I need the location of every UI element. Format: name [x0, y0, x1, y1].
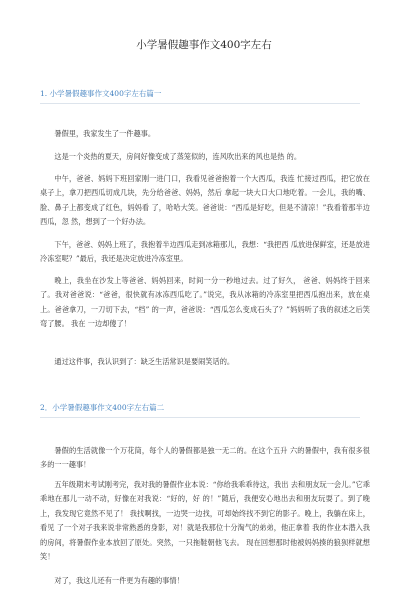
paragraph: 下午，爸爸、妈妈上班了，我抱着半边西瓜走到冰箱那儿，我想：“我把西 瓜放进保鲜室，还是放进冷冻室呢？”最后，我还是决定放进冷冻室里。 [40, 240, 370, 264]
paragraph: 这是一个炎热的夏天，房间好像变成了蒸笼似的，连风吹出来的风也是热 的。 [54, 152, 302, 161]
section-heading-2: 2．小学暑假趣事作文400字左右篇二 [40, 403, 165, 412]
section-divider-2 [40, 417, 360, 418]
paragraph: 五年级期末考试刚考完，我对我的暑假作业本说：“你给我乖乖待这，我出 去和朋友玩一会儿。”它乖乖地在那儿一动不动，好像在对我说：“好的，好 的！”随后，我便安心地出去和朋友玩耍了。到了晚上，我发现它竟然不见了！ 我找啊找，一边哭一边找，可却始终找不到它的影子。晚上，我躺在床上，看见 了一个对子我来说非常熟悉的身影，对！就是我那位十分淘气的弟弟，他正拿着 我的作业本潜入我的房间，将暑假作业本放回了原处。突然，一只拖鞋朝他飞去。 现在回想那时他被妈妈揍的狼狈样就想笑！ [40, 480, 370, 562]
paragraph: 中午，爸爸、妈妈下班回家刚一进门口，我看见爸爸抱着一个大西瓜，我连 忙接过西瓜，把它放在桌子上，拿刀把西瓜切成几块，先分给爸爸、妈妈，然后 拿起一块大口大口地吃着。一会儿，我的嘴、脸、鼻子上都变成了红色，妈妈看 了，哈哈大笑。爸爸说：“西瓜是好吃，但是不清凉！”我看着那半边西瓜，忽 然，想到了一个好办法。 [40, 174, 370, 227]
section-heading-1: 1. 小学暑假趣事作文400字左右篇一 [40, 89, 162, 98]
paragraph: 通过这件事，我认识到了：缺乏生活常识是要闹笑话的。 [54, 357, 235, 366]
paragraph: 暑假里，我家发生了一件趣事。 [54, 129, 156, 138]
paragraph: 对了，我这儿还有一件更为有趣的事情！ [54, 576, 184, 585]
document-title: 小学暑假趣事作文400字左右 [136, 39, 272, 51]
section-divider-1 [40, 103, 360, 104]
paragraph: 暑假的生活就像一个万花筒，每个人的暑假都是独一无二的。在这个五升 六的暑假中，我有很多很多的一一趣事！ [40, 446, 370, 470]
paragraph: 晚上，我坐在沙发上等爸爸、妈妈回来，时间一分一秒地过去。过了好久， 爸爸、妈妈终于回来了。我对爸爸说：“爸爸，很快就有冰冻西瓜吃了。”说完，我从冰箱的冷冻室里把西瓜抱出来，放在桌上。爸爸拿刀，一刀切下去，“档” 的一声，爸爸说：“西瓜怎么变成石头了？”妈妈听了我的叙述之后笑弯了腰。 我在 一边却傻了！ [40, 276, 370, 329]
